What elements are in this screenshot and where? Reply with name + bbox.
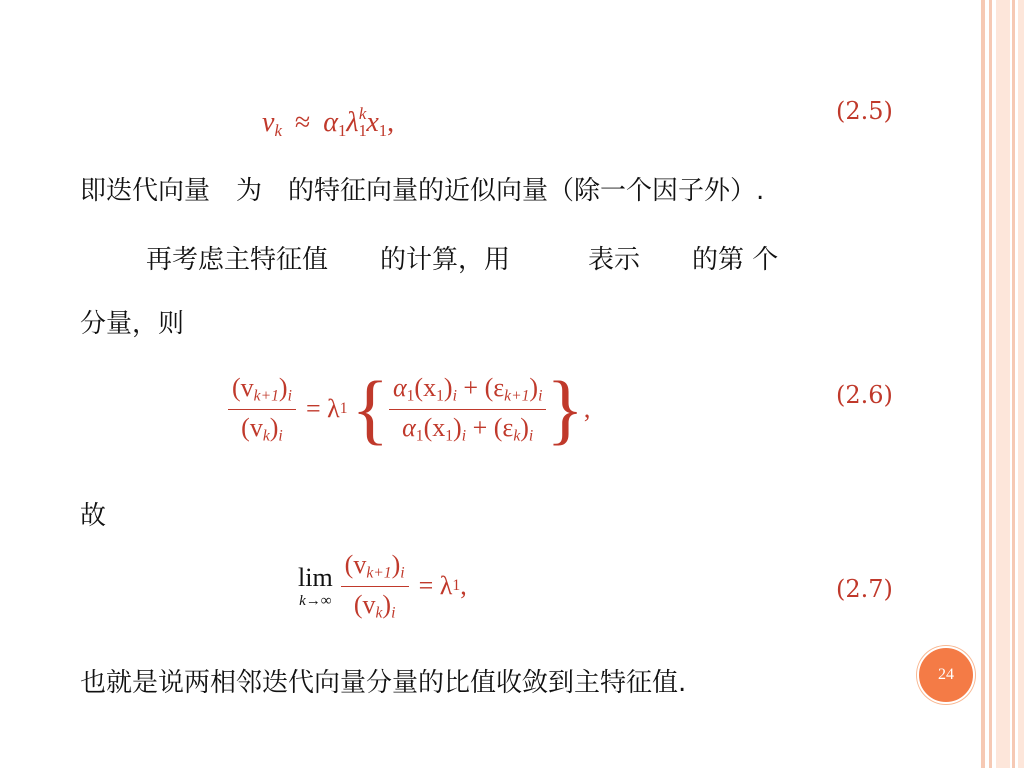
equation-2-5 (262, 104, 394, 141)
math-text: + (ε (456, 372, 505, 402)
math-subscript: k (274, 120, 282, 140)
fraction-numerator (389, 373, 546, 410)
decor-stripe (1018, 0, 1024, 768)
math-subscript: i (461, 427, 467, 445)
math-subscript: 1 (358, 120, 367, 140)
text-line-2: 再考虑主特征值 的计算，用 表示 的第 个 (146, 245, 779, 275)
math-symbol: λ (346, 106, 359, 138)
math-punct: , (583, 394, 591, 423)
fraction-numerator (228, 373, 296, 410)
fraction-denominator (237, 410, 287, 446)
math-symbol: α (402, 412, 416, 442)
math-text: + (ε (466, 412, 514, 442)
right-brace: } (546, 365, 584, 452)
math-text: (v (241, 412, 263, 442)
decor-stripe (996, 0, 1010, 768)
math-subscript: 1 (337, 120, 347, 140)
fraction-numerator (341, 550, 409, 587)
text-conclusion: 也就是说两相邻迭代向量分量的比值收敛到主特征值. (80, 668, 687, 698)
math-text: ) (443, 372, 453, 402)
equation-label-2-5: (2.5) (836, 97, 893, 125)
math-punct: , (460, 571, 467, 600)
math-subscript: k (513, 427, 521, 445)
math-subscript: 1 (415, 427, 424, 445)
limit-operator (298, 563, 333, 609)
math-symbol: x (366, 106, 379, 138)
math-subscript: i (528, 427, 534, 445)
equation-label-2-6: (2.6) (836, 381, 893, 409)
equation-2-7 (298, 546, 467, 626)
math-text: lim (298, 563, 333, 592)
equation-2-6 (228, 364, 590, 454)
math-punct: , (387, 106, 395, 138)
decor-stripe (989, 0, 992, 768)
math-subscript: i (278, 427, 283, 445)
equation-label-2-7: (2.7) (836, 575, 893, 603)
fraction-lhs (228, 373, 296, 445)
page-number: 24 (938, 666, 954, 683)
math-subscript: i (391, 604, 396, 622)
math-symbol: v (262, 106, 275, 138)
math-text: (v (344, 549, 367, 579)
math-text: ) (453, 412, 462, 442)
math-subscript: 1 (452, 577, 461, 594)
math-subscript: 1 (378, 120, 388, 140)
fraction-limit (341, 550, 409, 622)
text-line-3: 分量，则 (80, 309, 185, 339)
fraction-denominator (398, 410, 537, 446)
math-subscript: k+1 (504, 387, 530, 405)
math-superscript: k (358, 104, 367, 123)
math-text: (x (423, 412, 446, 442)
math-subscript: 1 (445, 427, 454, 445)
math-text: ) (529, 372, 539, 402)
math-subscript: k (262, 427, 270, 445)
math-text: (x (414, 372, 437, 402)
math-subscript: 1 (406, 387, 415, 405)
math-operator: ≈ (294, 106, 311, 138)
math-subscript: k (375, 604, 383, 622)
math-operator: = λ (418, 571, 453, 600)
math-subscript: k+1 (366, 564, 392, 582)
math-text: ) (520, 412, 529, 442)
math-subscript: i (287, 387, 292, 405)
page-number-badge (917, 646, 975, 704)
math-text: (v (232, 372, 254, 402)
math-operator: = λ (305, 394, 340, 423)
fraction-denominator (350, 587, 400, 623)
math-subscript: i (400, 564, 405, 582)
math-text: ) (269, 412, 279, 442)
math-subscript: i (538, 387, 543, 405)
math-text: ) (382, 589, 392, 619)
math-symbol: α (392, 372, 407, 402)
decor-stripe (1012, 0, 1015, 768)
math-text: ) (391, 549, 401, 579)
math-text: (v (353, 589, 376, 619)
math-symbol: α (323, 106, 338, 138)
math-text: ) (278, 372, 288, 402)
text-line-1: 即迭代向量 为 的特征向量的近似向量（除一个因子外）. (80, 176, 765, 206)
math-subscript: 1 (436, 387, 444, 405)
decor-stripe (981, 0, 985, 768)
left-brace: { (351, 365, 389, 452)
math-subscript: 1 (339, 400, 348, 417)
text-gu: 故 (80, 501, 107, 531)
fraction-rhs (389, 373, 546, 445)
math-subscript: k+1 (253, 387, 279, 405)
math-subscript: k→∞ (299, 593, 332, 609)
math-subscript: i (452, 387, 457, 405)
